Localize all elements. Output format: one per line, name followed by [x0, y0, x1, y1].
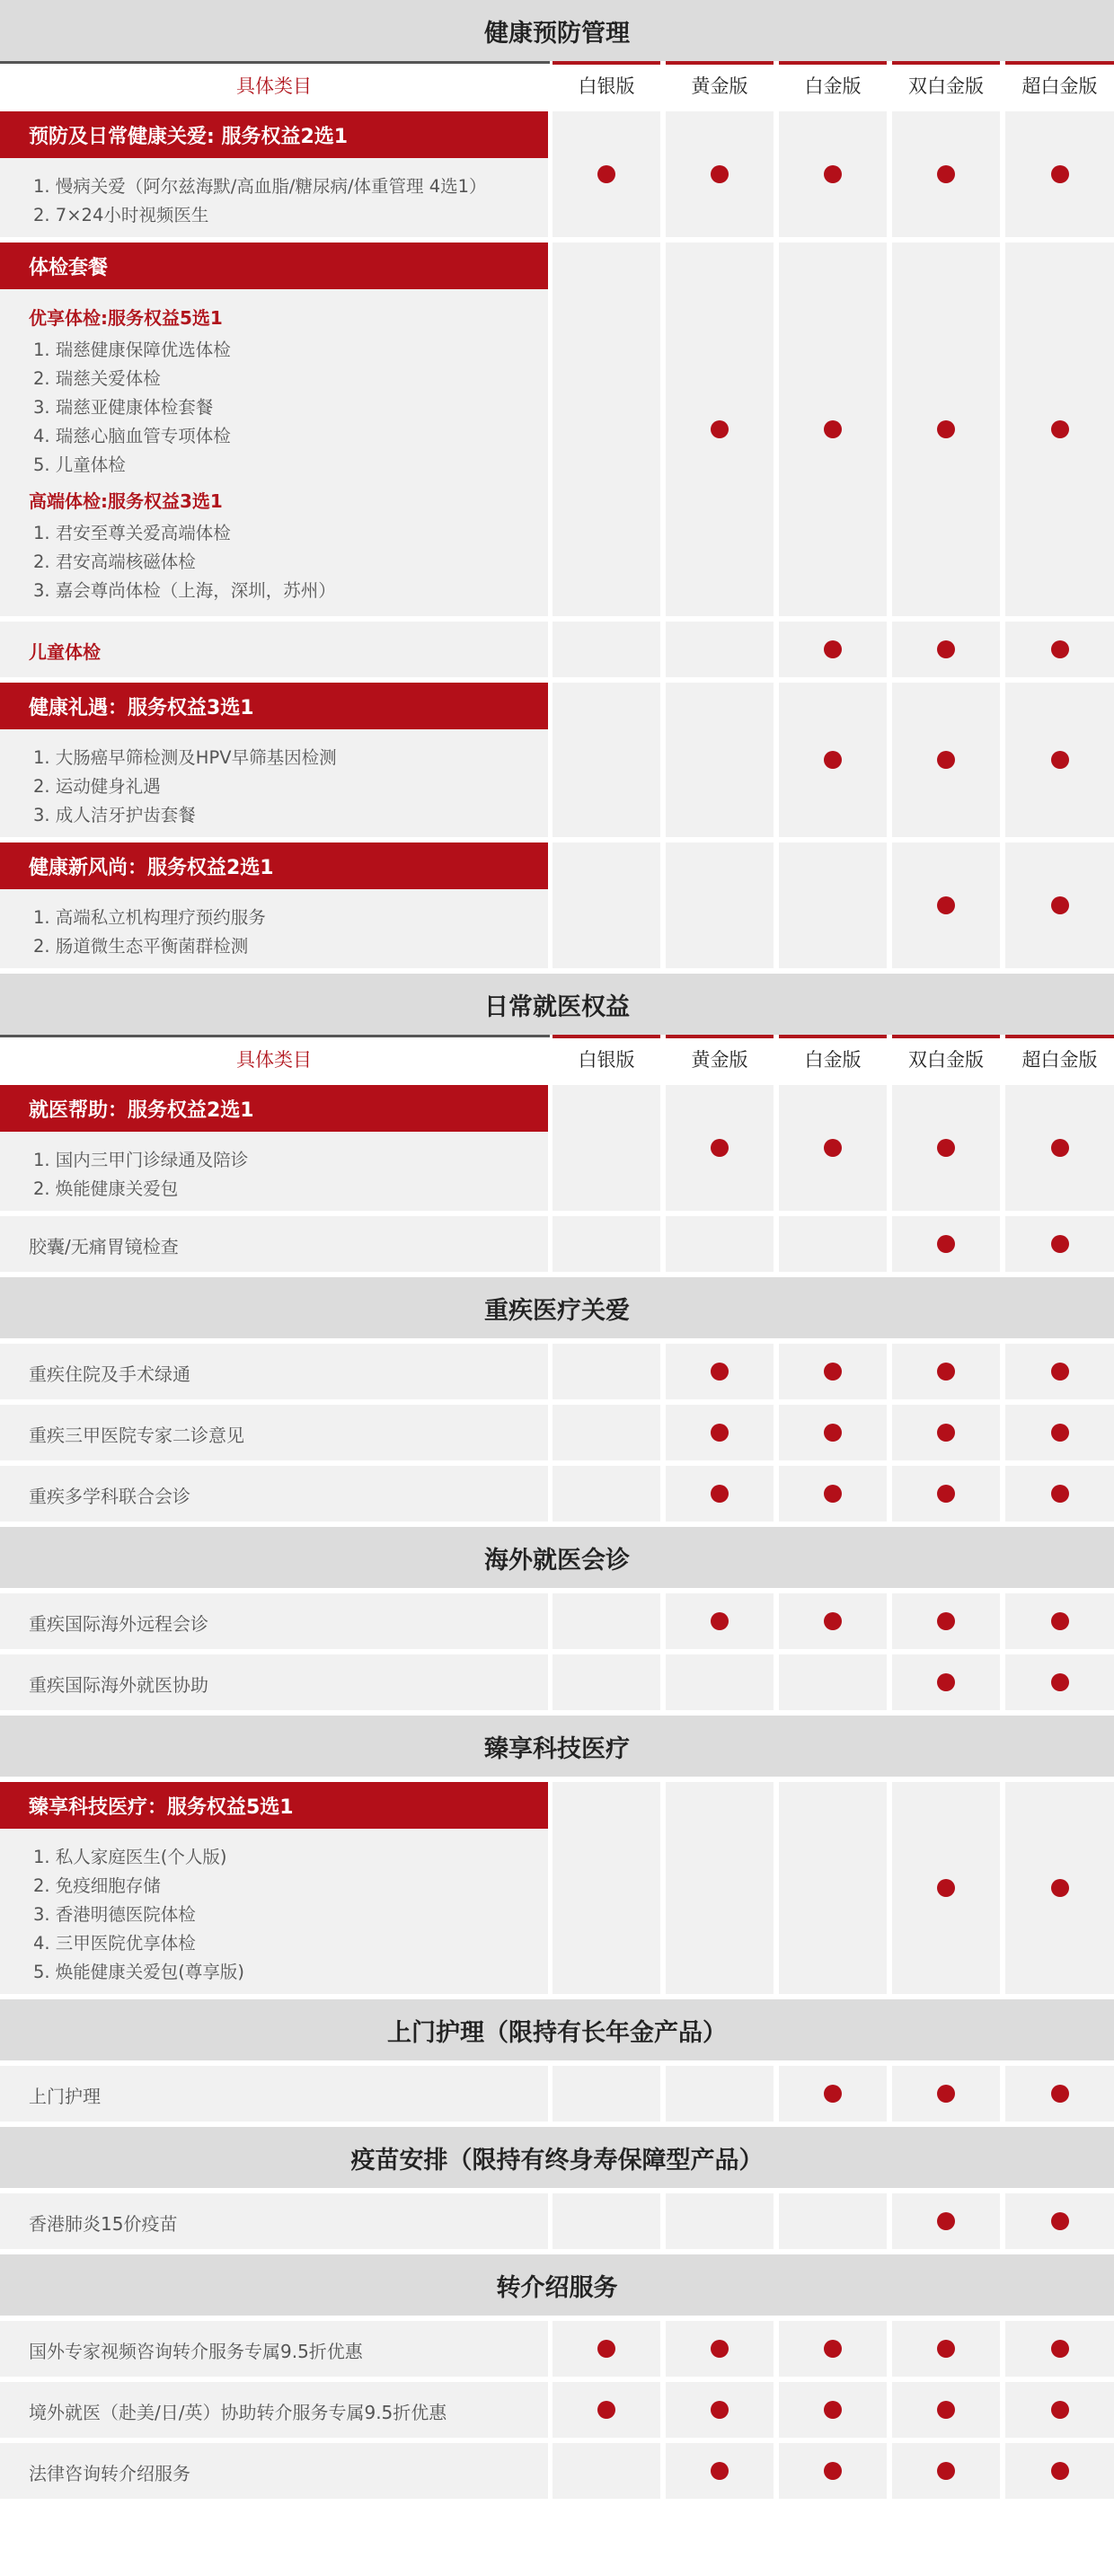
section-title: 臻享科技医疗 — [0, 1716, 1114, 1777]
included-dot — [711, 1424, 729, 1442]
included-dot — [824, 640, 842, 658]
list-item: 1. 私人家庭医生(个人版) — [33, 1847, 227, 1867]
included-dot — [937, 640, 955, 658]
tier-cell — [553, 2443, 660, 2499]
included-dot — [937, 165, 955, 183]
included-dot — [1051, 640, 1069, 658]
included-dot — [1051, 1139, 1069, 1157]
tier-cell — [666, 842, 774, 968]
list-item: 2. 焕能健康关爱包 — [33, 1178, 179, 1199]
header-tier-label: 超白金版 — [1021, 1049, 1098, 1071]
list-item: 1. 君安至尊关爱高端体检 — [33, 523, 231, 543]
included-dot — [597, 165, 615, 183]
included-dot — [937, 2340, 955, 2358]
included-dot — [824, 1485, 842, 1503]
included-dot — [1051, 165, 1069, 183]
included-dot — [937, 2212, 955, 2230]
included-dot — [824, 2401, 842, 2419]
section-title: 疫苗安排（限持有终身寿保障型产品） — [0, 2127, 1114, 2188]
tier-cell — [779, 2193, 887, 2249]
included-dot — [937, 420, 955, 438]
included-dot — [1051, 1612, 1069, 1630]
included-dot — [824, 1612, 842, 1630]
tier-cell — [553, 1782, 660, 1994]
included-dot — [711, 2462, 729, 2480]
header-tier-label: 白银版 — [578, 75, 635, 97]
benefit-group-bar: 臻享科技医疗：服务权益5选1 — [0, 1782, 548, 1829]
benefit-group-bar: 就医帮助：服务权益2选1 — [0, 1085, 548, 1132]
included-dot — [1051, 1363, 1069, 1381]
included-dot — [824, 420, 842, 438]
list-item: 2. 君安高端核磁体检 — [33, 551, 196, 572]
included-dot — [824, 1424, 842, 1442]
header-tier-label: 白银版 — [578, 1049, 635, 1071]
tier-cell — [779, 842, 887, 968]
benefit-group-bar: 预防及日常健康关爱: 服务权益2选1 — [0, 111, 548, 158]
list-item: 5. 儿童体检 — [33, 454, 126, 475]
benefit-group-bar: 健康礼遇：服务权益3选1 — [0, 683, 548, 729]
row-label: 儿童体检 — [29, 641, 101, 663]
included-dot — [937, 896, 955, 914]
list-item: 3. 瑞慈亚健康体检套餐 — [33, 397, 214, 418]
list-item: 2. 肠道微生态平衡菌群检测 — [33, 936, 249, 957]
list-item: 2. 瑞慈关爱体检 — [33, 368, 161, 389]
included-dot — [1051, 1235, 1069, 1253]
included-dot — [824, 751, 842, 769]
included-dot — [597, 2340, 615, 2358]
row-label: 法律咨询转介绍服务 — [29, 2463, 190, 2484]
included-dot — [937, 1139, 955, 1157]
included-dot — [824, 1363, 842, 1381]
benefit-group-bar: 健康新风尚：服务权益2选1 — [0, 842, 548, 889]
included-dot — [1051, 420, 1069, 438]
included-dot — [1051, 1673, 1069, 1691]
list-item: 1. 国内三甲门诊绿通及陪诊 — [33, 1150, 249, 1170]
tier-cell — [553, 1216, 660, 1272]
tier-cell — [553, 1466, 660, 1522]
tier-cell — [666, 2066, 774, 2122]
included-dot — [1051, 2462, 1069, 2480]
included-dot — [937, 1879, 955, 1897]
tier-cell — [553, 2066, 660, 2122]
included-dot — [937, 1424, 955, 1442]
header-tier-label: 超白金版 — [1021, 75, 1098, 97]
included-dot — [937, 2462, 955, 2480]
section-title: 转介绍服务 — [0, 2254, 1114, 2316]
list-item: 1. 慢病关爱（阿尔兹海默/高血脂/糖尿病/体重管理 4选1） — [33, 176, 487, 197]
header-category: 具体类目 — [236, 1048, 312, 1071]
included-dot — [937, 1673, 955, 1691]
included-dot — [711, 1612, 729, 1630]
header-tier-label: 黄金版 — [691, 1049, 748, 1071]
row-label: 上门护理 — [29, 2086, 101, 2107]
included-dot — [937, 1235, 955, 1253]
included-dot — [1051, 751, 1069, 769]
tier-cell — [779, 1216, 887, 1272]
tier-cell — [553, 1654, 660, 1710]
list-item: 3. 香港明德医院体检 — [33, 1904, 196, 1925]
included-dot — [824, 2085, 842, 2103]
included-dot — [1051, 896, 1069, 914]
row-label: 国外专家视频咨询转介服务专属9.5折优惠 — [29, 2341, 363, 2362]
included-dot — [937, 2085, 955, 2103]
tier-cell — [666, 1654, 774, 1710]
section-title: 重疾医疗关爱 — [0, 1277, 1114, 1338]
included-dot — [711, 2401, 729, 2419]
row-label: 胶囊/无痛胃镜检查 — [29, 1236, 179, 1257]
section-title: 海外就医会诊 — [0, 1527, 1114, 1588]
tier-cell — [779, 1782, 887, 1994]
tier-cell — [553, 622, 660, 677]
included-dot — [711, 165, 729, 183]
header-tier-label: 黄金版 — [691, 75, 748, 97]
tier-cell — [666, 683, 774, 837]
list-item: 2. 7×24小时视频医生 — [33, 205, 209, 225]
included-dot — [1051, 2340, 1069, 2358]
included-dot — [824, 2462, 842, 2480]
included-dot — [711, 420, 729, 438]
tier-cell — [666, 2193, 774, 2249]
tier-cell — [553, 1085, 660, 1211]
included-dot — [937, 1485, 955, 1503]
list-item: 4. 瑞慈心脑血管专项体检 — [33, 426, 231, 446]
row-label: 重疾住院及手术绿通 — [29, 1363, 190, 1385]
header-tier-label: 双白金版 — [908, 75, 984, 97]
included-dot — [824, 1139, 842, 1157]
list-item: 4. 三甲医院优享体检 — [33, 1933, 196, 1954]
header-category: 具体类目 — [236, 75, 312, 97]
included-dot — [1051, 1424, 1069, 1442]
list-item: 3. 嘉会尊尚体检（上海，深圳，苏州） — [33, 580, 336, 601]
benefit-group-bar: 体检套餐 — [0, 243, 548, 289]
group-heading: 高端体检:服务权益3选1 — [29, 490, 223, 512]
row-label: 重疾国际海外远程会诊 — [29, 1613, 208, 1635]
list-item: 1. 高端私立机构理疗预约服务 — [33, 907, 266, 928]
included-dot — [937, 751, 955, 769]
group-heading: 优享体检:服务权益5选1 — [29, 307, 223, 329]
included-dot — [597, 2401, 615, 2419]
included-dot — [711, 2340, 729, 2358]
row-label: 重疾多学科联合会诊 — [29, 1486, 190, 1507]
row-label: 重疾国际海外就医协助 — [29, 1674, 208, 1696]
list-item: 1. 瑞慈健康保障优选体检 — [33, 340, 231, 360]
row-label: 香港肺炎15价疫苗 — [29, 2213, 178, 2235]
section-title: 上门护理（限持有长年金产品） — [0, 1999, 1114, 2060]
header-tier-label: 双白金版 — [908, 1049, 984, 1071]
tier-cell — [553, 1593, 660, 1649]
included-dot — [1051, 2401, 1069, 2419]
tier-cell — [553, 243, 660, 616]
list-item: 1. 大肠癌早筛检测及HPV早筛基因检测 — [33, 747, 337, 768]
included-dot — [937, 2401, 955, 2419]
tier-cell — [666, 622, 774, 677]
included-dot — [824, 165, 842, 183]
tier-cell — [553, 1344, 660, 1399]
included-dot — [711, 1363, 729, 1381]
list-item: 5. 焕能健康关爱包(尊享版) — [33, 1962, 245, 1982]
list-item: 2. 运动健身礼遇 — [33, 776, 161, 797]
tier-cell — [553, 2193, 660, 2249]
tier-cell — [553, 1405, 660, 1460]
included-dot — [711, 1485, 729, 1503]
tier-cell — [666, 1782, 774, 1994]
included-dot — [711, 1139, 729, 1157]
list-item: 3. 成人洁牙护齿套餐 — [33, 805, 196, 825]
section-title: 日常就医权益 — [0, 974, 1114, 1035]
row-label: 重疾三甲医院专家二诊意见 — [29, 1425, 244, 1446]
included-dot — [1051, 1485, 1069, 1503]
tier-cell — [666, 1216, 774, 1272]
tier-cell — [553, 842, 660, 968]
row-label: 境外就医（赴美/日/英）协助转介服务专属9.5折优惠 — [29, 2402, 447, 2423]
header-tier-label: 白金版 — [804, 75, 862, 97]
header-tier-label: 白金版 — [804, 1049, 862, 1071]
included-dot — [937, 1363, 955, 1381]
included-dot — [824, 2340, 842, 2358]
included-dot — [1051, 2212, 1069, 2230]
tier-cell — [553, 683, 660, 837]
tier-cell — [779, 1654, 887, 1710]
section-title: 健康预防管理 — [0, 0, 1114, 61]
list-item: 2. 免疫细胞存储 — [33, 1875, 161, 1896]
included-dot — [937, 1612, 955, 1630]
included-dot — [1051, 2085, 1069, 2103]
included-dot — [1051, 1879, 1069, 1897]
